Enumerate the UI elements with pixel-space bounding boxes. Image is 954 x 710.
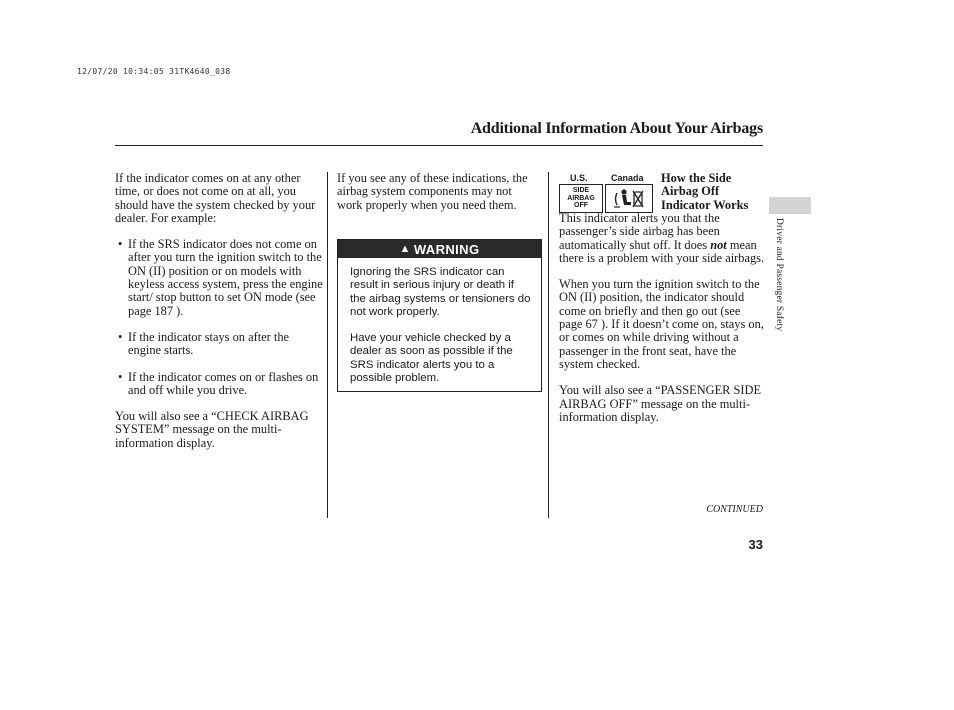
bullet-icon: • [118,329,123,344]
title-rule [115,145,763,146]
warning-paragraph-2: Have your vehicle checked by a dealer as soon as possible if the SRS indicator alerts you to a possible problem. [350,332,513,385]
column-2 [337,172,537,212]
page-title: Additional Information About Your Airbags [470,120,763,137]
warning-triangle-icon: ▲ [399,243,411,255]
section-heading: How the Side Airbag Off Indicator Works [661,171,749,212]
label-canada: Canada [611,173,644,183]
page-number: 33 [748,537,763,552]
emphasis-text: not [710,237,727,252]
indicator-line: OFF [574,202,588,210]
list-item-text: If the SRS indicator does not come on after you turn the ignition switch to the ON (II) position or on models with keyless access system, press the engine start/ stop button to set ON mode (see page 187 ). [128,237,323,318]
print-timestamp: 12/07/20 10:34:05 31TK4640_038 [77,67,231,76]
col1-intro: If the indicator comes on at any other time, or does not come on at all, you should have the system checked by your dealer. For example: [115,171,316,225]
list-item-text: If the indicator stays on after the engine starts. [128,329,290,358]
column-3 [559,212,765,424]
col3-paragraph-1 [559,212,765,265]
list-item [115,371,323,398]
label-us: U.S. [570,173,588,183]
warning-text [350,266,532,385]
warning-box [337,239,542,392]
column-1 [115,172,323,450]
indicator-line: AIRBAG [567,194,595,202]
section-tab-label: Driver and Passenger Safety [774,218,784,332]
column-divider-2 [548,172,549,518]
continued-label: CONTINUED [706,504,763,515]
warning-paragraph-1: Ignoring the SRS indicator can result in serious injury or death if the airbag systems or tensioners do not work properly. [350,266,531,318]
side-airbag-off-icon [605,184,653,213]
text-run: This indicator alerts you that the passenger’s side airbag has been automatically shut off. It does [559,211,720,252]
col3-paragraph-3: You will also see a “PASSENGER SIDE AIRBAG OFF” message on the multi-information display. [559,383,762,424]
text-run: mean there is a problem with your side airbags. [559,237,765,265]
list-item-text: If the indicator comes on or flashes on and off while you drive. [128,369,319,397]
col2-intro: If you see any of these indications, the airbag system components may not work properly when you need them. [337,171,528,212]
indicator-line: SIDE [572,187,590,195]
list-item [115,238,323,318]
col1-outro: You will also see a “CHECK AIRBAG SYSTEM” message on the multi-information display. [115,409,309,450]
bullet-icon: • [118,369,123,384]
col3-paragraph-2: When you turn the ignition switch to the ON (II) position, the indicator should come on briefly and then go out (see page 67 ). If it doesn’t come on, stays on, or comes on while driving without a passenger in the front seat, have the system checked. [559,277,764,371]
warning-label: WARNING [413,241,480,257]
column-divider-1 [327,172,328,518]
list-item [115,331,323,358]
bullet-icon: • [118,237,123,252]
side-airbag-off-indicator-us [559,184,603,213]
section-tab-marker [769,197,811,214]
warning-header [338,240,541,258]
